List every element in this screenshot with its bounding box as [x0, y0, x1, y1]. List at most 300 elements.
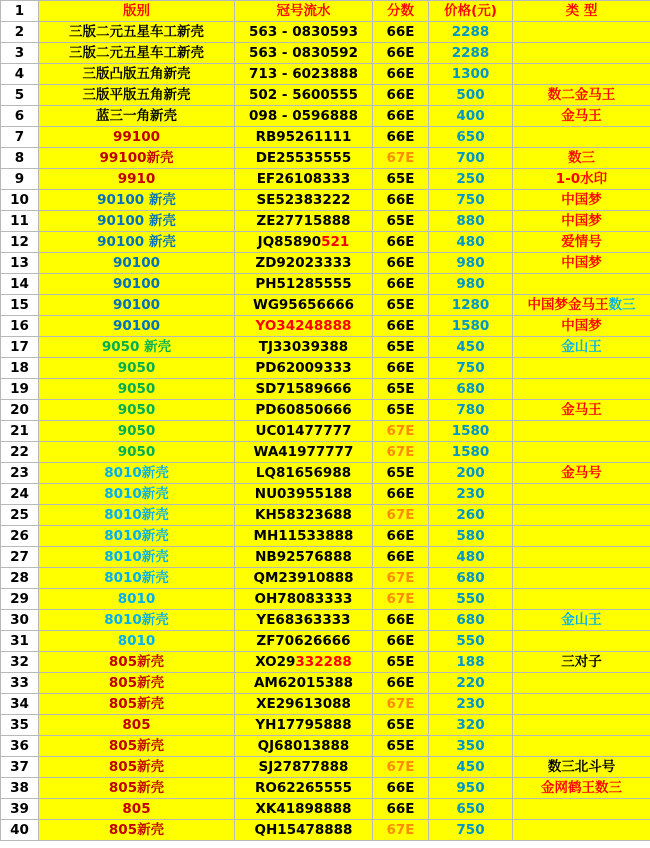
score-cell[interactable]: 66E — [373, 610, 429, 631]
type-cell[interactable] — [513, 673, 650, 694]
table-row — [1, 106, 650, 127]
price-cell[interactable]: 188 — [429, 652, 513, 673]
version-cell[interactable]: 99100新壳 — [39, 148, 235, 169]
type-cell[interactable] — [513, 778, 650, 799]
table-row — [1, 148, 650, 169]
table-row — [1, 694, 650, 715]
serial-cell[interactable] — [235, 673, 373, 694]
table-row — [1, 799, 650, 820]
version-cell[interactable]: 90100 — [39, 253, 235, 274]
serial-text: WA41977777 — [253, 443, 354, 460]
score-cell[interactable]: 66E — [373, 43, 429, 64]
version-cell[interactable]: 8010新壳 — [39, 568, 235, 589]
serial-cell[interactable] — [235, 547, 373, 568]
serial-cell[interactable] — [235, 190, 373, 211]
serial-text: EF26108333 — [256, 170, 351, 187]
table-row — [1, 316, 650, 337]
score-cell[interactable]: 66E — [373, 526, 429, 547]
table-row — [1, 421, 650, 442]
version-cell[interactable]: 805新壳 — [39, 820, 235, 841]
price-cell[interactable]: 2288 — [429, 22, 513, 43]
version-cell[interactable]: 9050 — [39, 442, 235, 463]
table-row — [1, 85, 650, 106]
row-number[interactable]: 11 — [1, 211, 39, 232]
serial-cell[interactable] — [235, 820, 373, 841]
row-number[interactable]: 23 — [1, 463, 39, 484]
row-number[interactable]: 31 — [1, 631, 39, 652]
version-cell[interactable]: 蓝三一角新壳 — [39, 106, 235, 127]
header-version[interactable]: 版别 — [39, 1, 235, 22]
table-row — [1, 547, 650, 568]
score-cell[interactable]: 65E — [373, 337, 429, 358]
serial-cell[interactable] — [235, 358, 373, 379]
version-cell[interactable]: 9050 — [39, 358, 235, 379]
row-number[interactable]: 34 — [1, 694, 39, 715]
row-number[interactable]: 20 — [1, 400, 39, 421]
serial-cell[interactable] — [235, 232, 373, 253]
serial-cell[interactable] — [235, 421, 373, 442]
type-cell[interactable] — [513, 757, 650, 778]
score-cell[interactable]: 65E — [373, 736, 429, 757]
serial-text: SJ27877888 — [258, 758, 349, 775]
serial-cell[interactable] — [235, 253, 373, 274]
type-cell[interactable] — [513, 148, 650, 169]
row-number[interactable]: 15 — [1, 295, 39, 316]
type-cell[interactable] — [513, 400, 650, 421]
serial-cell[interactable] — [235, 631, 373, 652]
price-cell[interactable]: 230 — [429, 484, 513, 505]
price-cell[interactable]: 220 — [429, 673, 513, 694]
serial-text: RB95261111 — [255, 128, 352, 145]
price-cell[interactable]: 650 — [429, 799, 513, 820]
type-cell[interactable] — [513, 610, 650, 631]
serial-cell[interactable] — [235, 274, 373, 295]
type-cell[interactable] — [513, 295, 650, 316]
price-cell[interactable]: 230 — [429, 694, 513, 715]
row-number[interactable]: 9 — [1, 169, 39, 190]
score-cell[interactable]: 67E — [373, 442, 429, 463]
type-text: 数三北斗号 — [547, 758, 616, 775]
row-number[interactable]: 5 — [1, 85, 39, 106]
price-cell[interactable]: 260 — [429, 505, 513, 526]
serial-cell[interactable] — [235, 148, 373, 169]
type-cell[interactable] — [513, 736, 650, 757]
serial-cell[interactable] — [235, 568, 373, 589]
price-cell[interactable]: 680 — [429, 610, 513, 631]
serial-text: SD71589666 — [255, 380, 352, 397]
score-cell[interactable]: 65E — [373, 652, 429, 673]
row-number[interactable]: 26 — [1, 526, 39, 547]
row-number[interactable]: 35 — [1, 715, 39, 736]
score-cell[interactable]: 67E — [373, 694, 429, 715]
version-cell[interactable]: 8010新壳 — [39, 463, 235, 484]
type-text: 中国梦 — [561, 317, 602, 334]
price-cell[interactable]: 950 — [429, 778, 513, 799]
score-cell[interactable]: 67E — [373, 421, 429, 442]
type-cell[interactable] — [513, 526, 650, 547]
table-row — [1, 589, 650, 610]
type-cell[interactable] — [513, 505, 650, 526]
price-cell[interactable]: 580 — [429, 526, 513, 547]
price-cell[interactable]: 750 — [429, 190, 513, 211]
serial-cell[interactable] — [235, 85, 373, 106]
serial-cell[interactable] — [235, 799, 373, 820]
table-row — [1, 43, 650, 64]
row-number[interactable]: 7 — [1, 127, 39, 148]
type-cell[interactable] — [513, 211, 650, 232]
row-number[interactable]: 40 — [1, 820, 39, 841]
serial-text: WG95656666 — [252, 296, 355, 313]
row-number[interactable]: 32 — [1, 652, 39, 673]
row-number[interactable]: 22 — [1, 442, 39, 463]
serial-text: TJ33039388 — [258, 338, 349, 355]
score-cell[interactable]: 66E — [373, 274, 429, 295]
serial-text: KH58323688 — [255, 506, 352, 523]
version-cell[interactable]: 8010新壳 — [39, 505, 235, 526]
table-row — [1, 610, 650, 631]
score-cell[interactable]: 66E — [373, 64, 429, 85]
version-cell[interactable]: 90100 — [39, 274, 235, 295]
type-cell[interactable] — [513, 274, 650, 295]
version-cell[interactable]: 8010新壳 — [39, 484, 235, 505]
price-cell[interactable]: 1280 — [429, 295, 513, 316]
score-cell[interactable]: 67E — [373, 589, 429, 610]
price-cell[interactable]: 320 — [429, 715, 513, 736]
version-cell[interactable]: 三版二元五星车工新壳 — [39, 22, 235, 43]
serial-text: YE68363333 — [256, 611, 351, 628]
row-number[interactable]: 33 — [1, 673, 39, 694]
type-text: 1-0水印 — [555, 170, 608, 187]
score-cell[interactable]: 67E — [373, 820, 429, 841]
type-cell[interactable] — [513, 169, 650, 190]
version-cell[interactable]: 8010新壳 — [39, 610, 235, 631]
row-number[interactable]: 12 — [1, 232, 39, 253]
type-cell[interactable] — [513, 442, 650, 463]
price-cell[interactable]: 750 — [429, 358, 513, 379]
serial-cell[interactable] — [235, 757, 373, 778]
row-number[interactable]: 37 — [1, 757, 39, 778]
row-number[interactable]: 3 — [1, 43, 39, 64]
row-number[interactable]: 2 — [1, 22, 39, 43]
version-cell[interactable]: 90100 新壳 — [39, 232, 235, 253]
score-cell[interactable]: 65E — [373, 463, 429, 484]
version-cell[interactable]: 8010 — [39, 631, 235, 652]
row-number[interactable]: 4 — [1, 64, 39, 85]
serial-cell[interactable] — [235, 22, 373, 43]
row-number[interactable]: 27 — [1, 547, 39, 568]
price-cell[interactable]: 350 — [429, 736, 513, 757]
type-cell[interactable] — [513, 337, 650, 358]
table-row — [1, 169, 650, 190]
header-row — [1, 1, 650, 22]
type-text: 爱情号 — [561, 233, 602, 250]
version-cell[interactable]: 805新壳 — [39, 757, 235, 778]
price-cell[interactable]: 650 — [429, 127, 513, 148]
type-cell[interactable] — [513, 106, 650, 127]
serial-cell[interactable] — [235, 337, 373, 358]
serial-cell[interactable] — [235, 442, 373, 463]
row-number[interactable]: 36 — [1, 736, 39, 757]
row-number[interactable]: 17 — [1, 337, 39, 358]
score-cell[interactable]: 65E — [373, 295, 429, 316]
row-number[interactable]: 39 — [1, 799, 39, 820]
version-cell[interactable]: 9050 — [39, 421, 235, 442]
price-cell[interactable]: 450 — [429, 337, 513, 358]
type-cell[interactable] — [513, 820, 650, 841]
serial-text: YH17795888 — [255, 716, 352, 733]
serial-text: QH15478888 — [254, 821, 353, 838]
type-cell[interactable] — [513, 631, 650, 652]
score-cell[interactable]: 66E — [373, 85, 429, 106]
row-number[interactable]: 18 — [1, 358, 39, 379]
version-cell[interactable]: 8010新壳 — [39, 526, 235, 547]
price-cell[interactable]: 480 — [429, 547, 513, 568]
type-cell[interactable] — [513, 232, 650, 253]
serial-cell[interactable] — [235, 715, 373, 736]
type-text: 中国梦金马王 — [527, 296, 609, 313]
row-number[interactable]: 19 — [1, 379, 39, 400]
serial-cell[interactable] — [235, 589, 373, 610]
type-cell[interactable] — [513, 694, 650, 715]
version-cell[interactable]: 三版平版五角新壳 — [39, 85, 235, 106]
serial-cell[interactable] — [235, 736, 373, 757]
score-cell[interactable]: 66E — [373, 673, 429, 694]
version-cell[interactable]: 9050 新壳 — [39, 337, 235, 358]
serial-cell[interactable] — [235, 316, 373, 337]
version-cell[interactable]: 三版二元五星车工新壳 — [39, 43, 235, 64]
score-cell[interactable]: 66E — [373, 547, 429, 568]
price-cell[interactable]: 1580 — [429, 316, 513, 337]
table-row — [1, 463, 650, 484]
price-cell[interactable]: 680 — [429, 379, 513, 400]
type-cell[interactable] — [513, 715, 650, 736]
version-cell[interactable]: 805 — [39, 799, 235, 820]
serial-text: QJ68013888 — [257, 737, 350, 754]
version-cell[interactable]: 90100 — [39, 295, 235, 316]
price-cell[interactable]: 1580 — [429, 442, 513, 463]
type-cell[interactable] — [513, 127, 650, 148]
type-text: 金山王 — [561, 338, 602, 355]
version-cell[interactable]: 9050 — [39, 379, 235, 400]
version-cell[interactable]: 8010新壳 — [39, 547, 235, 568]
serial-text: ZE27715888 — [256, 212, 351, 229]
row-number[interactable]: 10 — [1, 190, 39, 211]
table-row — [1, 778, 650, 799]
version-cell[interactable]: 805新壳 — [39, 694, 235, 715]
score-cell[interactable]: 65E — [373, 400, 429, 421]
serial-cell[interactable] — [235, 610, 373, 631]
serial-text: XE29613088 — [256, 695, 351, 712]
version-cell[interactable]: 8010 — [39, 589, 235, 610]
type-cell[interactable] — [513, 547, 650, 568]
serial-cell[interactable] — [235, 694, 373, 715]
type-cell[interactable] — [513, 484, 650, 505]
type-cell[interactable] — [513, 358, 650, 379]
header-score[interactable]: 分数 — [373, 1, 429, 22]
row-number[interactable]: 6 — [1, 106, 39, 127]
version-cell[interactable]: 90100 新壳 — [39, 211, 235, 232]
serial-cell[interactable] — [235, 211, 373, 232]
row-number[interactable]: 13 — [1, 253, 39, 274]
row-number[interactable]: 16 — [1, 316, 39, 337]
score-cell[interactable]: 66E — [373, 22, 429, 43]
table-row — [1, 127, 650, 148]
score-cell[interactable]: 66E — [373, 778, 429, 799]
serial-cell[interactable] — [235, 484, 373, 505]
serial-cell[interactable] — [235, 400, 373, 421]
price-cell[interactable]: 700 — [429, 148, 513, 169]
type-cell[interactable] — [513, 43, 650, 64]
serial-cell[interactable] — [235, 106, 373, 127]
price-cell[interactable]: 880 — [429, 211, 513, 232]
table-row — [1, 232, 650, 253]
score-cell[interactable]: 67E — [373, 505, 429, 526]
type-cell[interactable] — [513, 85, 650, 106]
version-cell[interactable]: 99100 — [39, 127, 235, 148]
row-number[interactable]: 29 — [1, 589, 39, 610]
version-cell[interactable]: 90100 — [39, 316, 235, 337]
type-cell[interactable] — [513, 568, 650, 589]
version-cell[interactable]: 90100 新壳 — [39, 190, 235, 211]
row-number[interactable]: 30 — [1, 610, 39, 631]
price-cell[interactable]: 200 — [429, 463, 513, 484]
serial-cell[interactable] — [235, 295, 373, 316]
serial-text: OH78083333 — [254, 590, 353, 607]
score-cell[interactable]: 65E — [373, 379, 429, 400]
row-number[interactable]: 21 — [1, 421, 39, 442]
serial-cell[interactable] — [235, 505, 373, 526]
score-cell[interactable]: 66E — [373, 253, 429, 274]
type-text: 中国梦 — [561, 212, 602, 229]
type-cell[interactable] — [513, 589, 650, 610]
type-cell[interactable] — [513, 190, 650, 211]
type-cell[interactable] — [513, 799, 650, 820]
score-cell[interactable]: 66E — [373, 358, 429, 379]
version-cell[interactable]: 805新壳 — [39, 652, 235, 673]
serial-cell[interactable] — [235, 526, 373, 547]
header-price[interactable]: 价格(元) — [429, 1, 513, 22]
score-cell[interactable]: 66E — [373, 316, 429, 337]
score-cell[interactable]: 66E — [373, 799, 429, 820]
score-cell[interactable]: 65E — [373, 169, 429, 190]
price-cell[interactable]: 450 — [429, 757, 513, 778]
table-row — [1, 358, 650, 379]
type-cell[interactable] — [513, 316, 650, 337]
table-row — [1, 295, 650, 316]
table-row — [1, 253, 650, 274]
serial-cell[interactable] — [235, 379, 373, 400]
serial-text: 563 - 0830593 — [249, 23, 358, 40]
row-number[interactable]: 38 — [1, 778, 39, 799]
version-cell[interactable]: 805新壳 — [39, 778, 235, 799]
price-cell[interactable]: 680 — [429, 568, 513, 589]
serial-text: 098 - 0596888 — [249, 107, 358, 124]
price-cell[interactable]: 550 — [429, 631, 513, 652]
type-text: 金马王 — [561, 401, 602, 418]
score-cell[interactable]: 66E — [373, 190, 429, 211]
serial-text: MH11533888 — [253, 527, 354, 544]
type-text: 金网鹤王数三 — [541, 779, 622, 796]
header-serial[interactable]: 冠号流水 — [235, 1, 373, 22]
score-cell[interactable]: 66E — [373, 631, 429, 652]
header-type[interactable]: 类 型 — [513, 1, 650, 22]
table-row — [1, 652, 650, 673]
type-cell[interactable] — [513, 64, 650, 85]
price-cell[interactable]: 1300 — [429, 64, 513, 85]
serial-cell[interactable] — [235, 169, 373, 190]
score-cell[interactable]: 65E — [373, 715, 429, 736]
row-number[interactable]: 28 — [1, 568, 39, 589]
serial-cell[interactable] — [235, 778, 373, 799]
serial-cell[interactable] — [235, 127, 373, 148]
type-cell[interactable] — [513, 253, 650, 274]
score-cell[interactable]: 66E — [373, 127, 429, 148]
row-number[interactable]: 24 — [1, 484, 39, 505]
row-number[interactable]: 25 — [1, 505, 39, 526]
version-cell[interactable]: 9910 — [39, 169, 235, 190]
price-cell[interactable]: 500 — [429, 85, 513, 106]
serial-cell[interactable] — [235, 43, 373, 64]
table-row — [1, 673, 650, 694]
row-number[interactable]: 14 — [1, 274, 39, 295]
type-cell[interactable] — [513, 652, 650, 673]
spreadsheet-body — [1, 1, 650, 841]
version-cell[interactable]: 三版凸版五角新壳 — [39, 64, 235, 85]
version-cell[interactable]: 9050 — [39, 400, 235, 421]
table-row — [1, 379, 650, 400]
score-cell[interactable]: 66E — [373, 232, 429, 253]
score-cell[interactable]: 67E — [373, 757, 429, 778]
type-cell[interactable] — [513, 463, 650, 484]
score-cell[interactable]: 66E — [373, 484, 429, 505]
serial-text: LQ81656988 — [255, 464, 352, 481]
price-cell[interactable]: 480 — [429, 232, 513, 253]
score-cell[interactable]: 67E — [373, 148, 429, 169]
type-cell[interactable] — [513, 379, 650, 400]
table-row — [1, 64, 650, 85]
version-cell[interactable]: 805新壳 — [39, 736, 235, 757]
serial-cell[interactable] — [235, 64, 373, 85]
type-text: 金山王 — [561, 611, 602, 628]
score-cell[interactable]: 66E — [373, 106, 429, 127]
serial-text: AM62015388 — [253, 674, 354, 691]
type-text: 中国梦 — [561, 191, 602, 208]
version-cell[interactable]: 805 — [39, 715, 235, 736]
price-cell[interactable]: 780 — [429, 400, 513, 421]
type-cell[interactable] — [513, 421, 650, 442]
table-row — [1, 631, 650, 652]
price-cell[interactable]: 550 — [429, 589, 513, 610]
price-cell[interactable]: 2288 — [429, 43, 513, 64]
price-cell[interactable]: 980 — [429, 253, 513, 274]
price-cell[interactable]: 250 — [429, 169, 513, 190]
score-cell[interactable]: 67E — [373, 568, 429, 589]
price-cell[interactable]: 400 — [429, 106, 513, 127]
table-row — [1, 442, 650, 463]
serial-cell[interactable] — [235, 463, 373, 484]
row-number[interactable]: 8 — [1, 148, 39, 169]
score-cell[interactable]: 65E — [373, 211, 429, 232]
type-cell[interactable] — [513, 22, 650, 43]
version-cell[interactable]: 805新壳 — [39, 673, 235, 694]
price-cell[interactable]: 750 — [429, 820, 513, 841]
price-cell[interactable]: 980 — [429, 274, 513, 295]
serial-highlight: YO34248888 — [255, 317, 352, 334]
row-number[interactable]: 1 — [1, 1, 39, 22]
serial-text: UC01477777 — [255, 422, 352, 439]
price-cell[interactable]: 1580 — [429, 421, 513, 442]
serial-cell[interactable] — [235, 652, 373, 673]
